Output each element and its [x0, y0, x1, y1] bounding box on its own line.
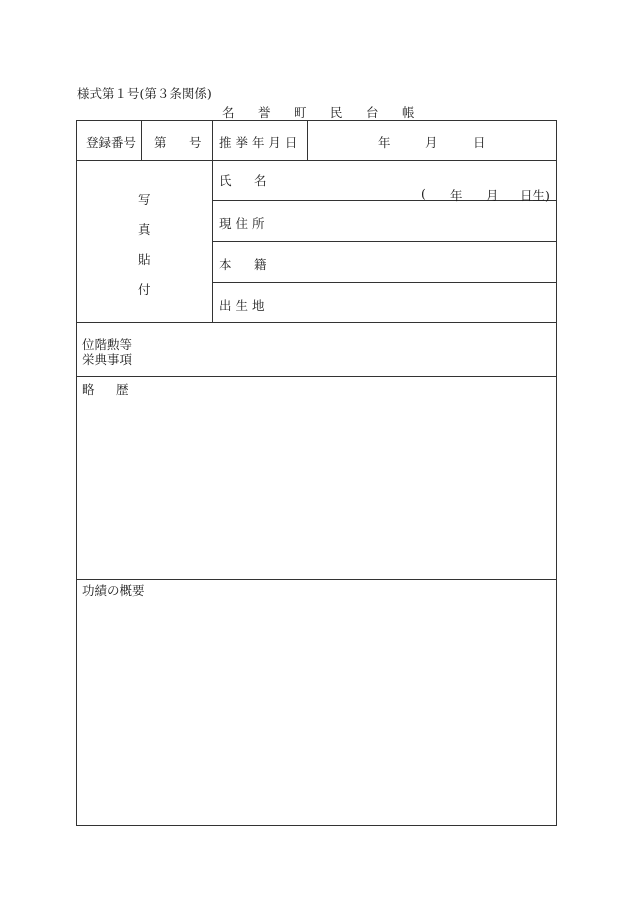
title-char: 民: [330, 105, 343, 120]
document-title: [222, 103, 438, 121]
current-address-label: 現 住 所: [219, 216, 265, 231]
border-bottom: [76, 825, 557, 826]
birth-month: 月: [486, 188, 499, 203]
history-label-char: 歴: [116, 382, 129, 397]
birth-open-paren: (: [421, 186, 426, 201]
form-number-label: 様式第１号(第３条関係): [77, 86, 212, 101]
title-char: 誉: [258, 105, 271, 120]
registration-number-prefix: 第: [154, 135, 167, 150]
border-right: [556, 120, 557, 826]
birth-day: 日生): [520, 188, 550, 203]
achievements-label: 功績の概要: [82, 583, 145, 598]
domicile-row-rule: [212, 282, 557, 283]
photo-char: 貼: [138, 252, 151, 267]
history-bottom-rule: [76, 579, 557, 580]
registration-number-suffix: 号: [189, 135, 202, 150]
title-char: 台: [366, 105, 379, 120]
date-day: 日: [473, 135, 486, 150]
name-label-char: 氏: [219, 173, 232, 188]
domicile-label-char: 本: [219, 257, 232, 272]
photo-char: 写: [138, 192, 151, 207]
birthplace-label: 出 生 地: [219, 298, 265, 313]
address-row-rule: [212, 241, 557, 242]
honors-label-line2: 栄典事項: [82, 352, 133, 367]
date-month: 月: [425, 135, 438, 150]
title-char: 帳: [402, 105, 415, 120]
recommendation-date-label: 推 挙 年 月 日: [219, 135, 298, 150]
border-top: [76, 120, 557, 121]
border-left: [76, 120, 77, 826]
honors-bottom-rule: [76, 376, 557, 377]
photo-char: 真: [138, 222, 151, 237]
photo-char: 付: [138, 282, 151, 297]
row1-bottom-rule: [76, 160, 557, 161]
name-row-rule: [212, 200, 557, 201]
birth-year: 年: [450, 188, 463, 203]
person-block-bottom-rule: [76, 322, 557, 323]
row1-divider-2: [212, 120, 213, 161]
honors-label-line1: 位階勲等: [82, 337, 133, 352]
history-label-char: 略: [82, 382, 95, 397]
registration-number-label: 登録番号: [86, 135, 137, 150]
title-char: 名: [222, 105, 235, 120]
row1-divider-3: [307, 120, 308, 161]
row1-divider-1: [141, 120, 142, 161]
name-label-char: 名: [254, 173, 267, 188]
domicile-label-char: 籍: [254, 257, 267, 272]
date-year: 年: [378, 135, 391, 150]
title-char: 町: [294, 105, 307, 120]
